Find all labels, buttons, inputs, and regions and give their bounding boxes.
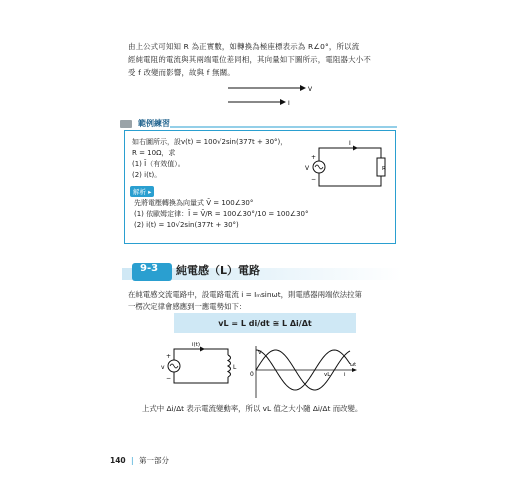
phasor-i-label: I [288, 100, 290, 107]
circuit2-minus-sign: − [166, 375, 172, 382]
section-number: 9-3 [140, 263, 159, 274]
inductor-paragraph [128, 289, 418, 313]
solution-tag: 解析 ▸ [130, 186, 154, 197]
circuit2-current-label: i(t) [192, 342, 200, 348]
waveform-graph [248, 346, 360, 398]
circuit2-plus-sign: + [166, 353, 172, 360]
graph-v-label: v [258, 349, 262, 356]
section-heading-band [122, 262, 402, 282]
question-line-3: (1) Ī（有效值）。 [132, 160, 185, 168]
circuit-voltage-label: V [305, 165, 310, 172]
body-line-1: 在純電感交流電路中，設電路電流 i = Iₘsinωt，則電感器兩端依法拉第 [128, 290, 362, 299]
solution-line-3: (2) i(t) = 10√2sin(377t + 30°) [134, 221, 239, 229]
page-number: 140 [110, 456, 126, 465]
intro-paragraph [128, 40, 418, 79]
phasor-diagram [228, 82, 318, 110]
solution-text [134, 198, 309, 231]
page-footer [110, 455, 169, 466]
example-title: 範例練習 [138, 119, 170, 128]
resistor-circuit-diagram [305, 140, 387, 194]
graph-vl-label: vL [324, 372, 331, 378]
solution-line-1: 先將電壓轉換為向量式 V̄ = 100∠30° [134, 199, 254, 207]
circuit-plus-sign: + [311, 154, 317, 161]
phasor-v-label: V [308, 86, 313, 93]
footer-separator: | [131, 456, 134, 465]
solution-line-2: (1) 依歐姆定律：Ī = V̄/R = 100∠30°/10 = 100∠30° [134, 210, 309, 218]
body-line-2: 一楞次定律會感應到一應電勢如下： [128, 302, 247, 311]
graph-zero-label: 0 [250, 371, 254, 378]
graph-x-label: ωt [350, 362, 357, 368]
question-line-2: R = 10Ω，求 [132, 149, 176, 157]
question-line-4: (2) i(t)。 [132, 171, 162, 179]
example-question [132, 137, 292, 181]
circuit-minus-sign: − [311, 176, 317, 183]
footer-part: 第一部分 [138, 456, 169, 465]
circuit2-voltage-label: v [161, 364, 165, 371]
intro-line-2: 經純電阻的電流與其兩端電位差同相，其向量如下圖所示，電阻器大小不 [128, 55, 371, 64]
inductor-circuit-diagram [160, 341, 238, 391]
circuit2-inductor-label: L [233, 364, 237, 371]
caption-text: 上式中 Δi/Δt 表示電流變動率，所以 vL 值之大小隨 Δi/Δt 而改變。 [142, 404, 363, 413]
question-line-1: 如右圖所示，設v(t) = 100√2sin(377t + 30°)， [132, 138, 288, 146]
graph-i-label: i [344, 372, 346, 378]
intro-line-3: 受 f 改變而影響，故與 f 無關。 [128, 68, 235, 77]
circuit-resistor-label: R [382, 166, 386, 172]
intro-line-1: 由上公式可知知 R 為正實數，如轉換為極座標表示為 R∠0°，所以流 [128, 42, 360, 51]
circuit-current-label: I [349, 140, 351, 147]
section-title: 純電感（L）電路 [176, 264, 261, 277]
inductor-formula: vL = L di/dt ≅ L Δi/Δt [174, 313, 356, 333]
